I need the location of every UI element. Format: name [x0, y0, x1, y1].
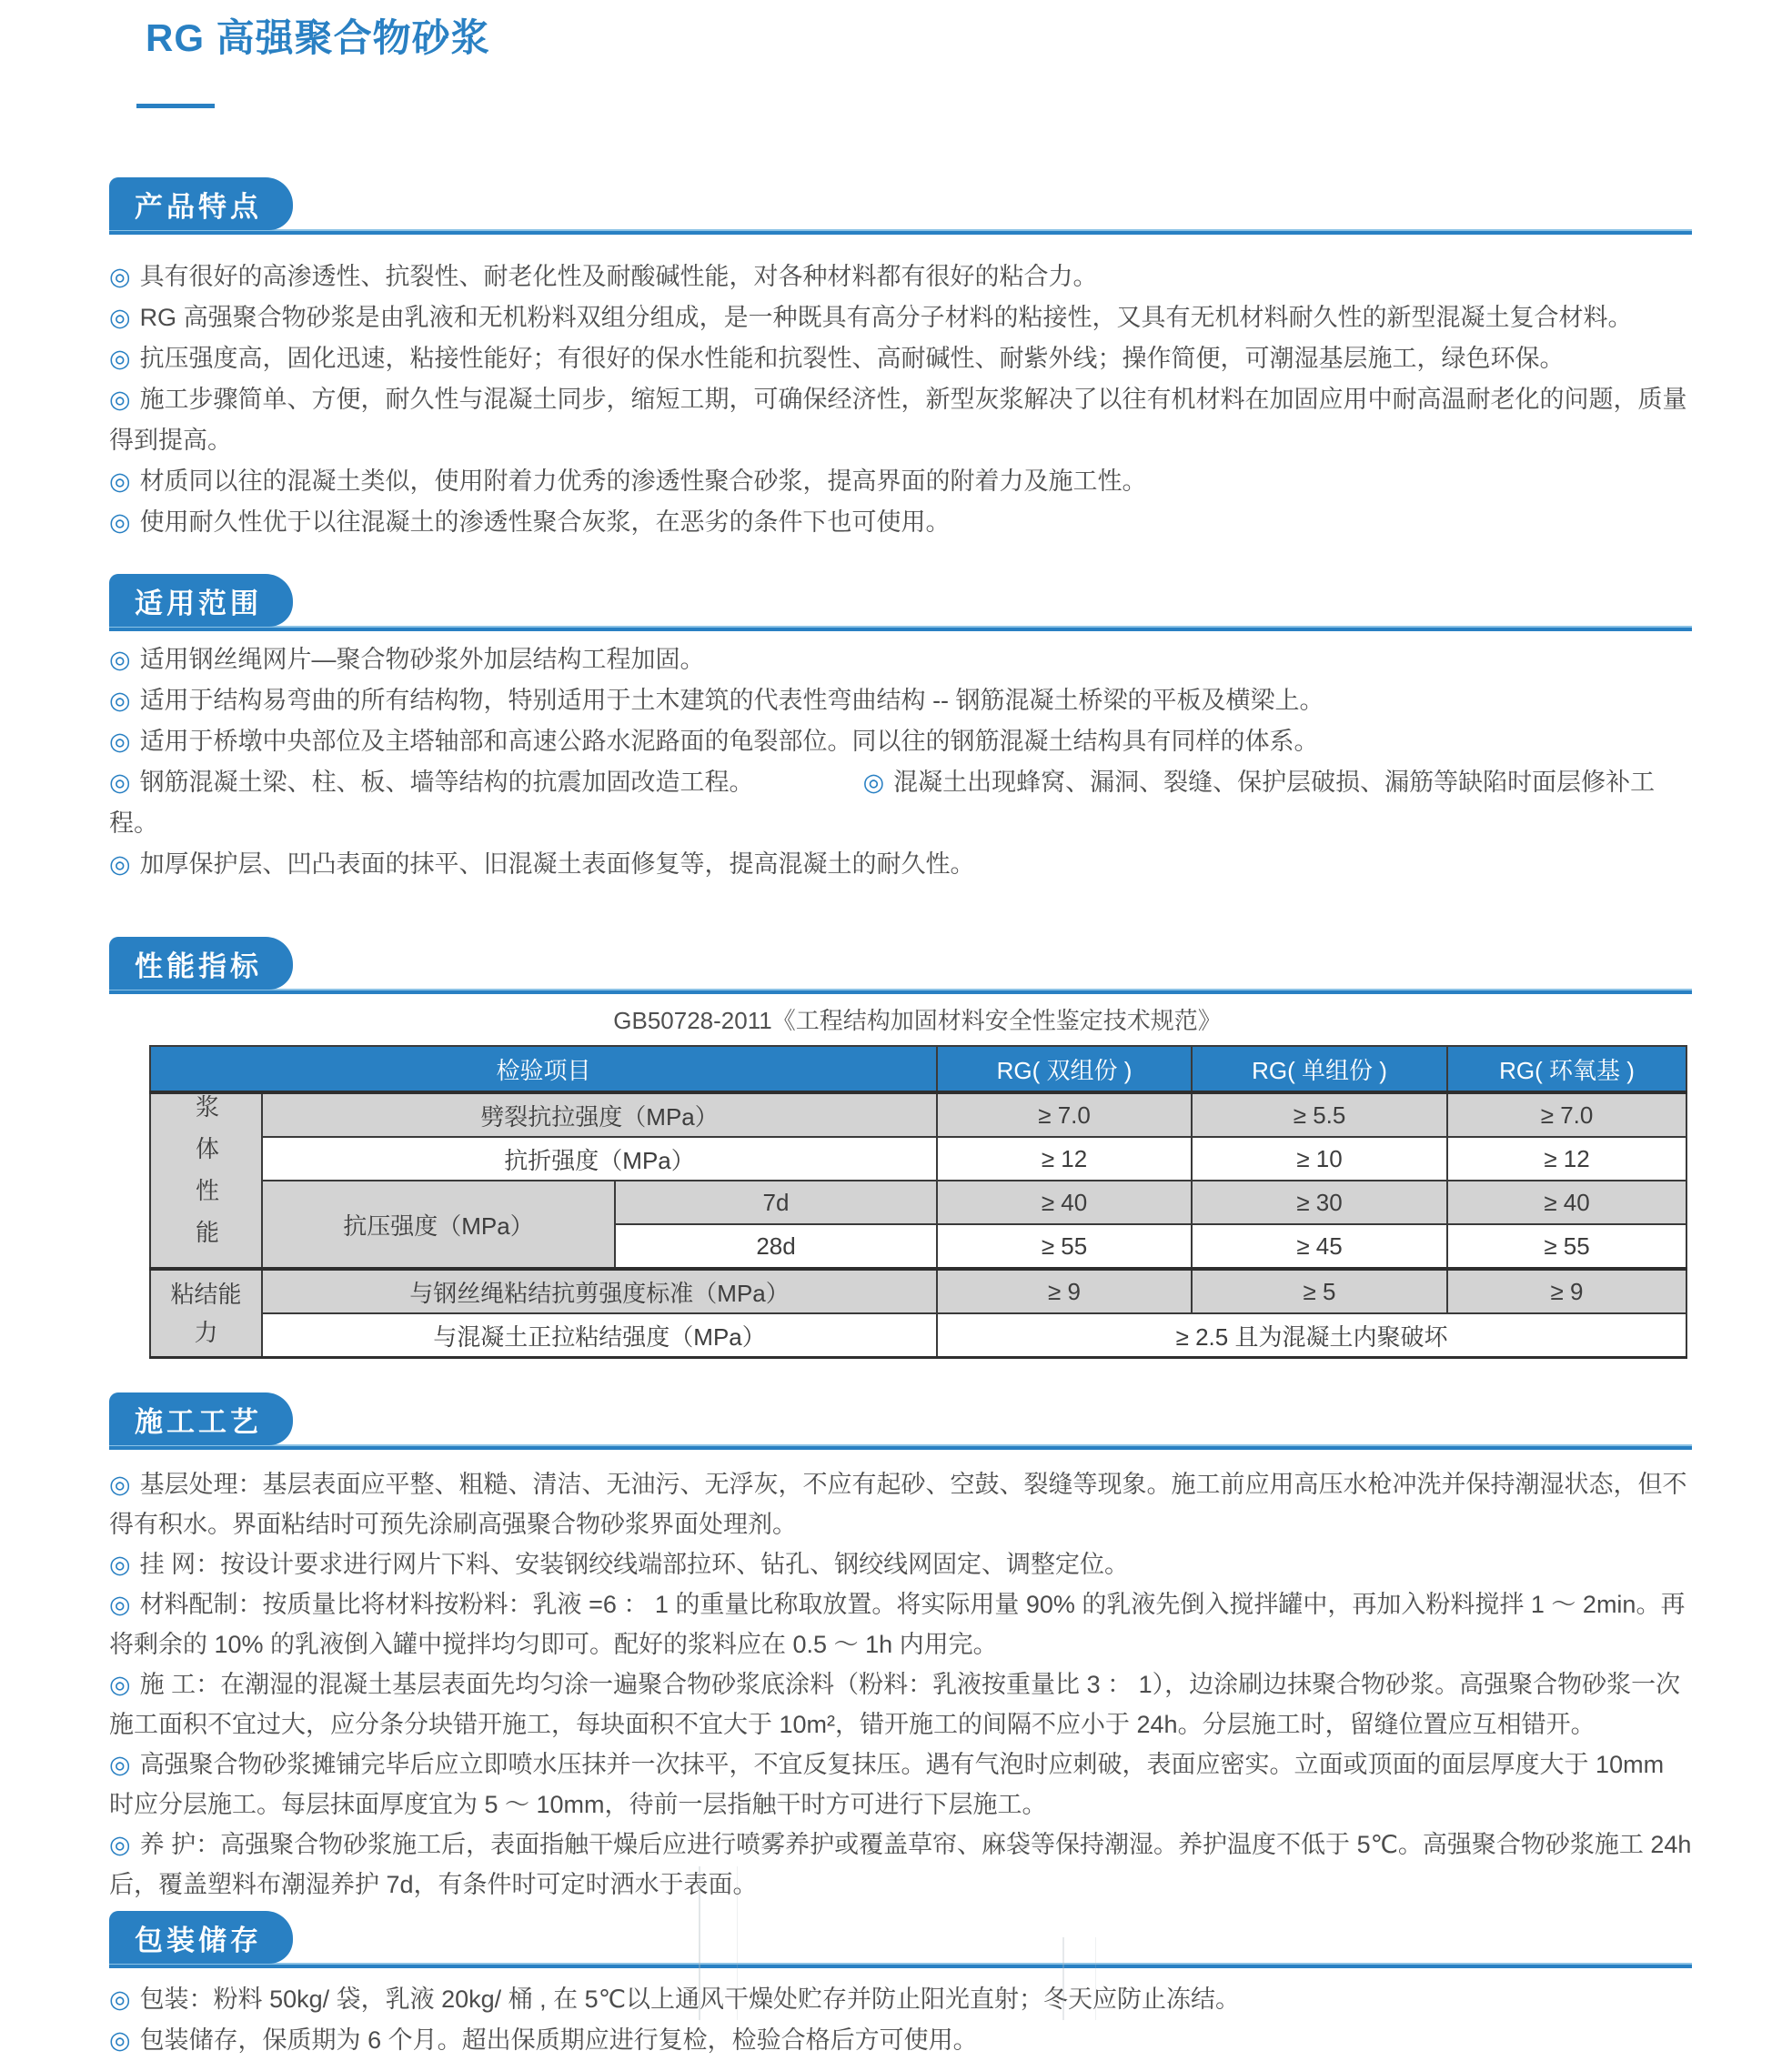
- bullet-icon: ◎: [109, 1831, 131, 1858]
- bullet-item: [109, 1744, 1692, 1825]
- bullet-text: 具有很好的高渗透性、抗裂性、耐老化性及耐酸碱性能，对各种材料都有很好的粘合力。: [139, 263, 1098, 290]
- cell-value: ≥ 9: [937, 1269, 1192, 1313]
- section-heading-label: 施工工艺: [135, 1405, 262, 1438]
- bullet-text: 抗压强度高，固化迅速，粘接性能好；有很好的保水性能和抗裂性、高耐碱性、耐紫外线；操作简便，可潮湿基层施工，绿色环保。: [139, 345, 1565, 372]
- section-badge-scope: [109, 574, 293, 627]
- bullet-item-pair: [109, 762, 1692, 844]
- bullet-item: [109, 297, 1692, 338]
- bullet-text: 适用于结构易弯曲的所有结构物，特别适用于土木建筑的代表性弯曲结构 -- 钢筋混凝土桥梁的平板及横梁上。: [139, 687, 1324, 714]
- bullet-item: [109, 639, 1692, 680]
- bullet-icon: ◎: [109, 1986, 131, 2013]
- bullet-icon: ◎: [109, 1671, 131, 1698]
- bullet-icon: ◎: [109, 1471, 131, 1498]
- table-row: [150, 1181, 1686, 1224]
- bullet-text: 材质同以往的混凝土类似，使用附着力优秀的渗透性聚合砂浆，提高界面的附着力及施工性。: [139, 467, 1147, 495]
- bullet-item: [109, 1825, 1692, 1905]
- group-label-bond-capacity: 粘结能力: [150, 1269, 262, 1358]
- cell-value: ≥ 5: [1192, 1269, 1447, 1313]
- cell-item: 与混凝土正拉粘结强度（MPa）: [262, 1313, 937, 1358]
- bullet-item: [109, 502, 1692, 543]
- bullet-item: [109, 1979, 1692, 2020]
- cell-value: ≥ 45: [1192, 1224, 1447, 1269]
- section-badge-process: [109, 1392, 293, 1445]
- header-cell-rg-epoxy: RG( 环氧基 ): [1447, 1046, 1686, 1092]
- cell-value: ≥ 55: [937, 1224, 1192, 1269]
- cell-value: ≥ 30: [1192, 1181, 1447, 1224]
- section-rule: [109, 1963, 1692, 1968]
- group-label-paste-performance: 浆体性能: [150, 1092, 262, 1269]
- cell-value: ≥ 5.5: [1192, 1092, 1447, 1137]
- cell-value: ≥ 55: [1447, 1224, 1686, 1269]
- table-row: [150, 1137, 1686, 1181]
- bullet-text: 基层处理：基层表面应平整、粗糙、清洁、无油污、无浮灰，不应有起砂、空鼓、裂缝等现象。施工前应用高压水枪冲洗并保持潮湿状态，但不得有积水。界面粘结时可预先涂刷高强聚合物砂浆界面处理剂。: [109, 1471, 1687, 1538]
- cell-value: ≥ 7.0: [937, 1092, 1192, 1137]
- cell-item: 抗折强度（MPa）: [262, 1137, 937, 1181]
- cell-value: ≥ 12: [937, 1137, 1192, 1181]
- bullet-text: 挂 网：按设计要求进行网片下料、安装钢绞线端部拉环、钻孔、钢绞线网固定、调整定位。: [139, 1551, 1130, 1578]
- bullet-icon: ◎: [109, 263, 131, 290]
- section-rule: [109, 626, 1692, 631]
- section-header-process: [109, 1392, 1692, 1450]
- section-rule: [109, 1444, 1692, 1450]
- bullet-icon: ◎: [109, 1591, 131, 1618]
- title-underline: [136, 104, 215, 108]
- cell-value: ≥ 40: [1447, 1181, 1686, 1224]
- scope-bullet-list: [109, 639, 1692, 885]
- table-header-row: [150, 1046, 1686, 1092]
- bullet-text: 适用于桥墩中央部位及主塔轴部和高速公路水泥路面的龟裂部位。同以往的钢筋混凝土结构具有同样的体系。: [139, 728, 1319, 755]
- bullet-item: [109, 1464, 1692, 1544]
- section-header-scope: [109, 573, 1692, 631]
- bullet-icon: ◎: [109, 508, 131, 536]
- bullet-icon: ◎: [109, 1751, 131, 1778]
- cell-value: ≥ 40: [937, 1181, 1192, 1224]
- table-row: [150, 1313, 1686, 1358]
- header-cell-item: 检验项目: [150, 1046, 937, 1092]
- bullet-item: [109, 721, 1692, 762]
- bullet-text: 使用耐久性优于以往混凝土的渗透性聚合灰浆，在恶劣的条件下也可使用。: [139, 508, 951, 536]
- features-bullet-list: [109, 256, 1692, 543]
- cell-sub-age: 28d: [615, 1224, 937, 1269]
- page-title: RG 高强聚合物砂浆: [146, 16, 490, 59]
- header-cell-rg-single: RG( 单组份 ): [1192, 1046, 1447, 1092]
- header-cell-rg-double: RG( 双组份 ): [937, 1046, 1192, 1092]
- section-header-performance: [109, 936, 1692, 994]
- performance-table: [149, 1045, 1687, 1359]
- process-bullet-list: [109, 1464, 1692, 1905]
- bullet-item: [109, 379, 1692, 461]
- bullet-icon: ◎: [109, 728, 131, 755]
- bullet-item: [109, 1664, 1692, 1744]
- bullet-icon: ◎: [109, 1551, 131, 1578]
- bullet-icon: ◎: [862, 769, 885, 796]
- section-rule: [109, 229, 1692, 235]
- bullet-icon: ◎: [109, 646, 131, 673]
- bullet-text: 高强聚合物砂浆摊铺完毕后应立即喷水压抹并一次抹平，不宜反复抹压。遇有气泡时应刺破，表面应密实。立面或顶面的面层厚度大于 10mm 时应分层施工。每层抹面厚度宜为 5 ～ 10mm，待前一层指触干时方可进行下层施工。: [109, 1751, 1665, 1818]
- bullet-text: 养 护：高强聚合物砂浆施工后，表面指触干燥后应进行喷雾养护或覆盖草帘、麻袋等保持潮湿。养护温度不低于 5℃。高强聚合物砂浆施工 24h 后，覆盖塑料布潮湿养护 7d，有条件时可定时洒水于表面。: [109, 1831, 1692, 1898]
- packaging-bullet-list: [109, 1979, 1692, 2061]
- section-heading-label: 性能指标: [135, 950, 262, 982]
- cell-item: 劈裂抗拉强度（MPa）: [262, 1092, 937, 1137]
- section-badge-features: [109, 177, 293, 230]
- bullet-item: [109, 1584, 1692, 1664]
- table-row: [150, 1092, 1686, 1137]
- section-badge-packaging: [109, 1911, 293, 1964]
- cell-value: ≥ 7.0: [1447, 1092, 1686, 1137]
- section-rule: [109, 989, 1692, 994]
- bullet-icon: ◎: [109, 2026, 131, 2054]
- cell-merged-value: ≥ 2.5 且为混凝土内聚破坏: [937, 1313, 1686, 1358]
- cell-sub-age: 7d: [615, 1181, 937, 1224]
- bullet-item: [109, 461, 1692, 502]
- bullet-text: 钢筋混凝土梁、柱、板、墙等结构的抗震加固改造工程。: [139, 769, 754, 796]
- cell-value: ≥ 10: [1192, 1137, 1447, 1181]
- section-heading-label: 产品特点: [135, 190, 262, 223]
- section-header-packaging: [109, 1910, 1692, 1968]
- cell-value: ≥ 12: [1447, 1137, 1686, 1181]
- cell-value: ≥ 9: [1447, 1269, 1686, 1313]
- bullet-text: 材料配制：按质量比将材料按粉料：乳液 =6 ： 1 的重量比称取放置。将实际用量 90% 的乳液先倒入搅拌罐中，再加入粉料搅拌 1 ～ 2min。再将剩余的 10% 的乳液倒入罐中搅拌均匀即可。配好的浆料应在 0.5 ～ 1h 内用完。: [109, 1591, 1686, 1658]
- bullet-item: [109, 338, 1692, 379]
- bullet-icon: ◎: [109, 304, 131, 331]
- cell-item: 与钢丝绳粘结抗剪强度标准（MPa）: [262, 1269, 937, 1313]
- bullet-text: 包装储存，保质期为 6 个月。超出保质期应进行复检，检验合格后方可使用。: [139, 2026, 978, 2054]
- bullet-item: [109, 844, 1692, 885]
- section-heading-label: 包装储存: [135, 1924, 262, 1956]
- bullet-item: [109, 256, 1692, 297]
- bullet-item: [109, 1544, 1692, 1584]
- bullet-icon: ◎: [109, 345, 131, 372]
- bullet-icon: ◎: [109, 467, 131, 495]
- cell-item-compressive: 抗压强度（MPa）: [262, 1181, 615, 1269]
- bullet-text: 施工步骤简单、方便，耐久性与混凝土同步，缩短工期，可确保经济性，新型灰浆解决了以往有机材料在加固应用中耐高温耐老化的问题，质量得到提高。: [109, 386, 1687, 454]
- bullet-item: [109, 680, 1692, 721]
- bullet-text: 施 工：在潮湿的混凝土基层表面先均匀涂一遍聚合物砂浆底涂料（粉料：乳液按重量比 3 ： 1），边涂刷边抹聚合物砂浆。高强聚合物砂浆一次施工面积不宜过大，应分条分块错开施工，每块面积不宜大于 10m²，错开施工的间隔不应小于 24h。分层施工时，留缝位置应互相错开。: [109, 1671, 1681, 1738]
- bullet-item: [109, 2020, 1692, 2061]
- bullet-text: 包装：粉料 50kg/ 袋，乳液 20kg/ 桶 , 在 5℃以上通风干燥处贮存并防止阳光直射；冬天应防止冻结。: [139, 1986, 1241, 2013]
- bullet-text: 加厚保护层、凹凸表面的抹平、旧混凝土表面修复等，提高混凝土的耐久性。: [139, 850, 975, 878]
- bullet-icon: ◎: [109, 386, 131, 413]
- bullet-text: RG 高强聚合物砂浆是由乳液和无机粉料双组分组成，是一种既具有高分子材料的粘接性，又具有无机材料耐久性的新型混凝土复合材料。: [139, 304, 1633, 331]
- section-heading-label: 适用范围: [135, 587, 262, 619]
- section-badge-performance: [109, 937, 293, 990]
- table-caption: GB50728-2011《工程结构加固材料安全性鉴定技术规范》: [613, 1007, 1222, 1034]
- bullet-icon: ◎: [109, 687, 131, 714]
- bullet-icon: ◎: [109, 850, 131, 878]
- bullet-text: 混凝土出现蜂窝、漏洞、裂缝、保护层破损、漏筋等缺陷时面层修补工程。: [109, 769, 1656, 837]
- section-header-features: [109, 176, 1692, 235]
- bullet-text: 适用钢丝绳网片—聚合物砂浆外加层结构工程加固。: [139, 646, 705, 673]
- table-row: [150, 1269, 1686, 1313]
- bullet-icon: ◎: [109, 769, 131, 796]
